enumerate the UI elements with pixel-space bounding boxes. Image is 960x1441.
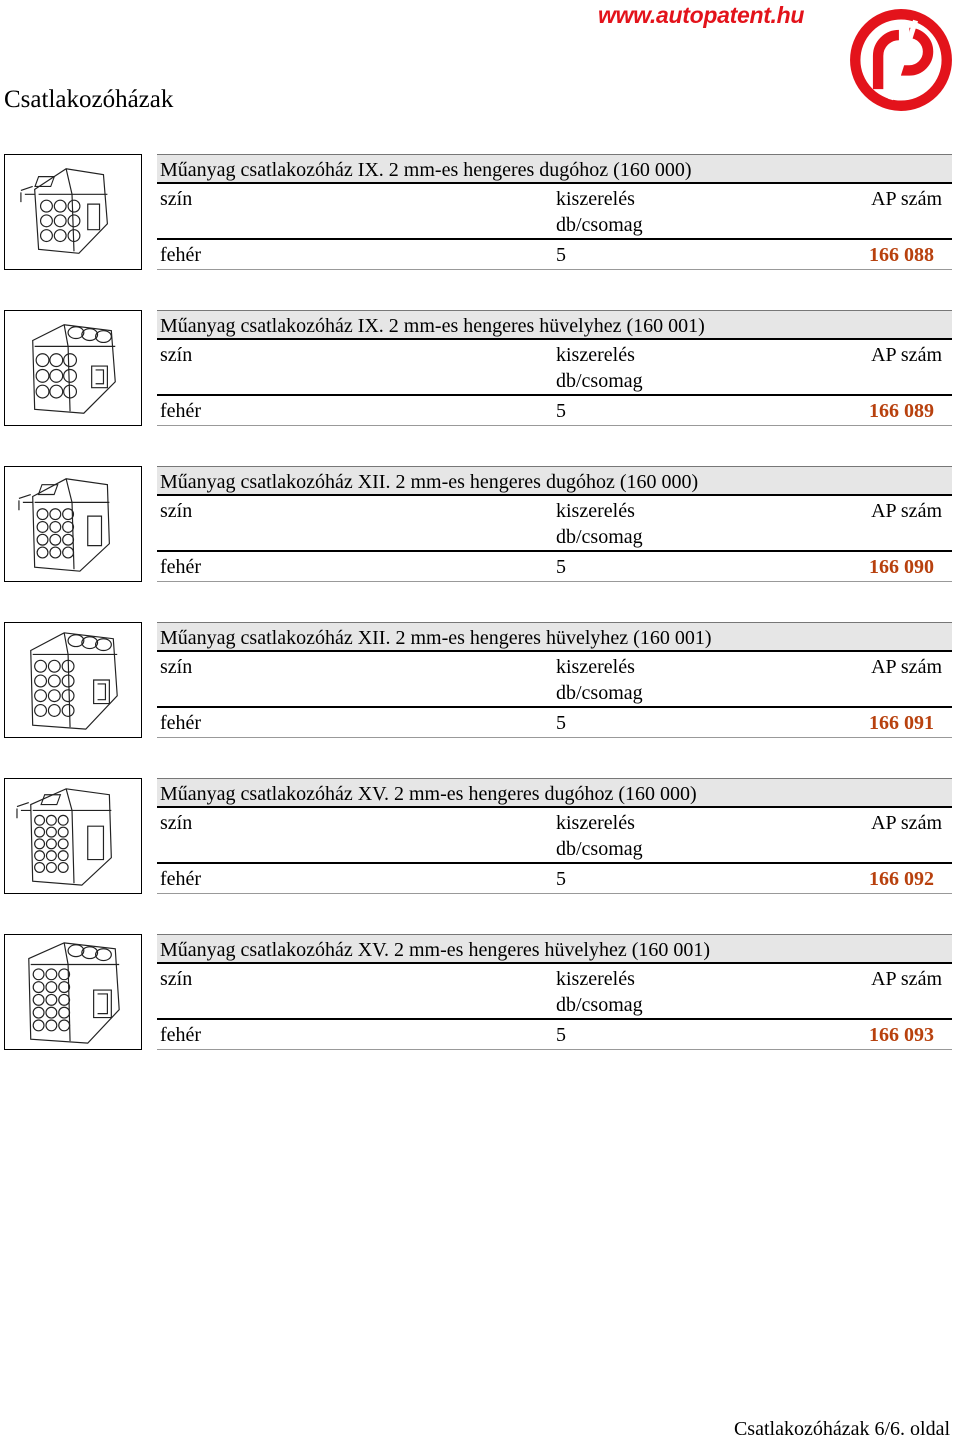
header-qty-line2: db/csomag <box>556 682 643 704</box>
product-title: Műanyag csatlakozóház XV. 2 mm-es hengeres hüvelyhez (160 001) <box>157 934 952 964</box>
table-row <box>157 552 952 582</box>
header-qty <box>556 498 643 550</box>
product-title: Műanyag csatlakozóház XII. 2 mm-es hengeres dugóhoz (160 000) <box>157 466 952 496</box>
product-item <box>0 310 960 466</box>
connector-15pin-socket-drawing <box>4 934 142 1050</box>
header-ap: AP szám <box>871 500 942 522</box>
product-item <box>0 622 960 778</box>
cell-ap-number: 166 089 <box>869 400 934 422</box>
header-qty-line1: kiszerelés <box>556 812 635 834</box>
header-ap: AP szám <box>871 968 942 990</box>
header-ap: AP szám <box>871 656 942 678</box>
product-title: Műanyag csatlakozóház XII. 2 mm-es hengeres hüvelyhez (160 001) <box>157 622 952 652</box>
header-qty-line2: db/csomag <box>556 994 643 1016</box>
table-row <box>157 240 952 270</box>
product-title: Műanyag csatlakozóház IX. 2 mm-es hengeres hüvelyhez (160 001) <box>157 310 952 340</box>
cell-ap-number: 166 092 <box>869 868 934 890</box>
cell-ap-number: 166 090 <box>869 556 934 578</box>
header-color: szín <box>160 968 193 990</box>
cell-ap-number: 166 091 <box>869 712 934 734</box>
product-table <box>157 466 952 582</box>
connector-12pin-socket-drawing <box>4 622 142 738</box>
cell-qty: 5 <box>556 556 566 578</box>
cell-qty: 5 <box>556 868 566 890</box>
product-item <box>0 466 960 622</box>
connector-9pin-socket-drawing <box>4 310 142 426</box>
connector-12pin-plug-drawing <box>4 466 142 582</box>
table-header-row <box>157 340 952 396</box>
header-qty <box>556 654 643 706</box>
header-ap: AP szám <box>871 812 942 834</box>
product-table <box>157 934 952 1050</box>
cell-color: fehér <box>160 868 202 890</box>
product-item <box>0 934 960 1090</box>
product-list <box>0 154 960 1090</box>
product-table <box>157 622 952 738</box>
header-qty <box>556 342 643 394</box>
table-header-row <box>157 184 952 240</box>
header-qty <box>556 186 643 238</box>
page-footer: Csatlakozóházak 6/6. oldal <box>733 1418 950 1440</box>
header-qty-line2: db/csomag <box>556 370 643 392</box>
header-color: szín <box>160 500 193 522</box>
product-table <box>157 310 952 426</box>
header-color: szín <box>160 344 193 366</box>
header-qty-line2: db/csomag <box>556 526 643 548</box>
connector-15pin-plug-drawing <box>4 778 142 894</box>
site-url[interactable]: www.autopatent.hu <box>598 2 805 28</box>
header-qty <box>556 810 643 862</box>
header-color: szín <box>160 656 193 678</box>
page-title: Csatlakozóházak <box>4 86 174 113</box>
cell-color: fehér <box>160 1024 202 1046</box>
table-header-row <box>157 808 952 864</box>
table-header-row <box>157 652 952 708</box>
cell-qty: 5 <box>556 1024 566 1046</box>
header-qty <box>556 966 643 1018</box>
header-color: szín <box>160 812 193 834</box>
header-qty-line1: kiszerelés <box>556 188 635 210</box>
product-table <box>157 778 952 894</box>
product-item <box>0 778 960 934</box>
header-ap: AP szám <box>871 344 942 366</box>
table-header-row <box>157 496 952 552</box>
cell-color: fehér <box>160 556 202 578</box>
header-qty-line2: db/csomag <box>556 214 643 236</box>
table-row <box>157 864 952 894</box>
header-color: szín <box>160 188 193 210</box>
cell-color: fehér <box>160 712 202 734</box>
table-row <box>157 396 952 426</box>
header-qty-line1: kiszerelés <box>556 344 635 366</box>
cell-ap-number: 166 093 <box>869 1024 934 1046</box>
cell-ap-number: 166 088 <box>869 244 934 266</box>
product-table <box>157 154 952 270</box>
header-qty-line1: kiszerelés <box>556 500 635 522</box>
cell-color: fehér <box>160 400 202 422</box>
table-row <box>157 1020 952 1050</box>
product-title: Műanyag csatlakozóház XV. 2 mm-es hengeres dugóhoz (160 000) <box>157 778 952 808</box>
cell-qty: 5 <box>556 400 566 422</box>
header-qty-line1: kiszerelés <box>556 656 635 678</box>
cell-qty: 5 <box>556 712 566 734</box>
cell-color: fehér <box>160 244 202 266</box>
header-qty-line2: db/csomag <box>556 838 643 860</box>
cell-qty: 5 <box>556 244 566 266</box>
product-item <box>0 154 960 310</box>
header-ap: AP szám <box>871 188 942 210</box>
header-qty-line1: kiszerelés <box>556 968 635 990</box>
table-row <box>157 708 952 738</box>
table-header-row <box>157 964 952 1020</box>
connector-9pin-plug-drawing <box>4 154 142 270</box>
product-title: Műanyag csatlakozóház IX. 2 mm-es hengeres dugóhoz (160 000) <box>157 154 952 184</box>
autopatent-logo <box>849 8 953 112</box>
